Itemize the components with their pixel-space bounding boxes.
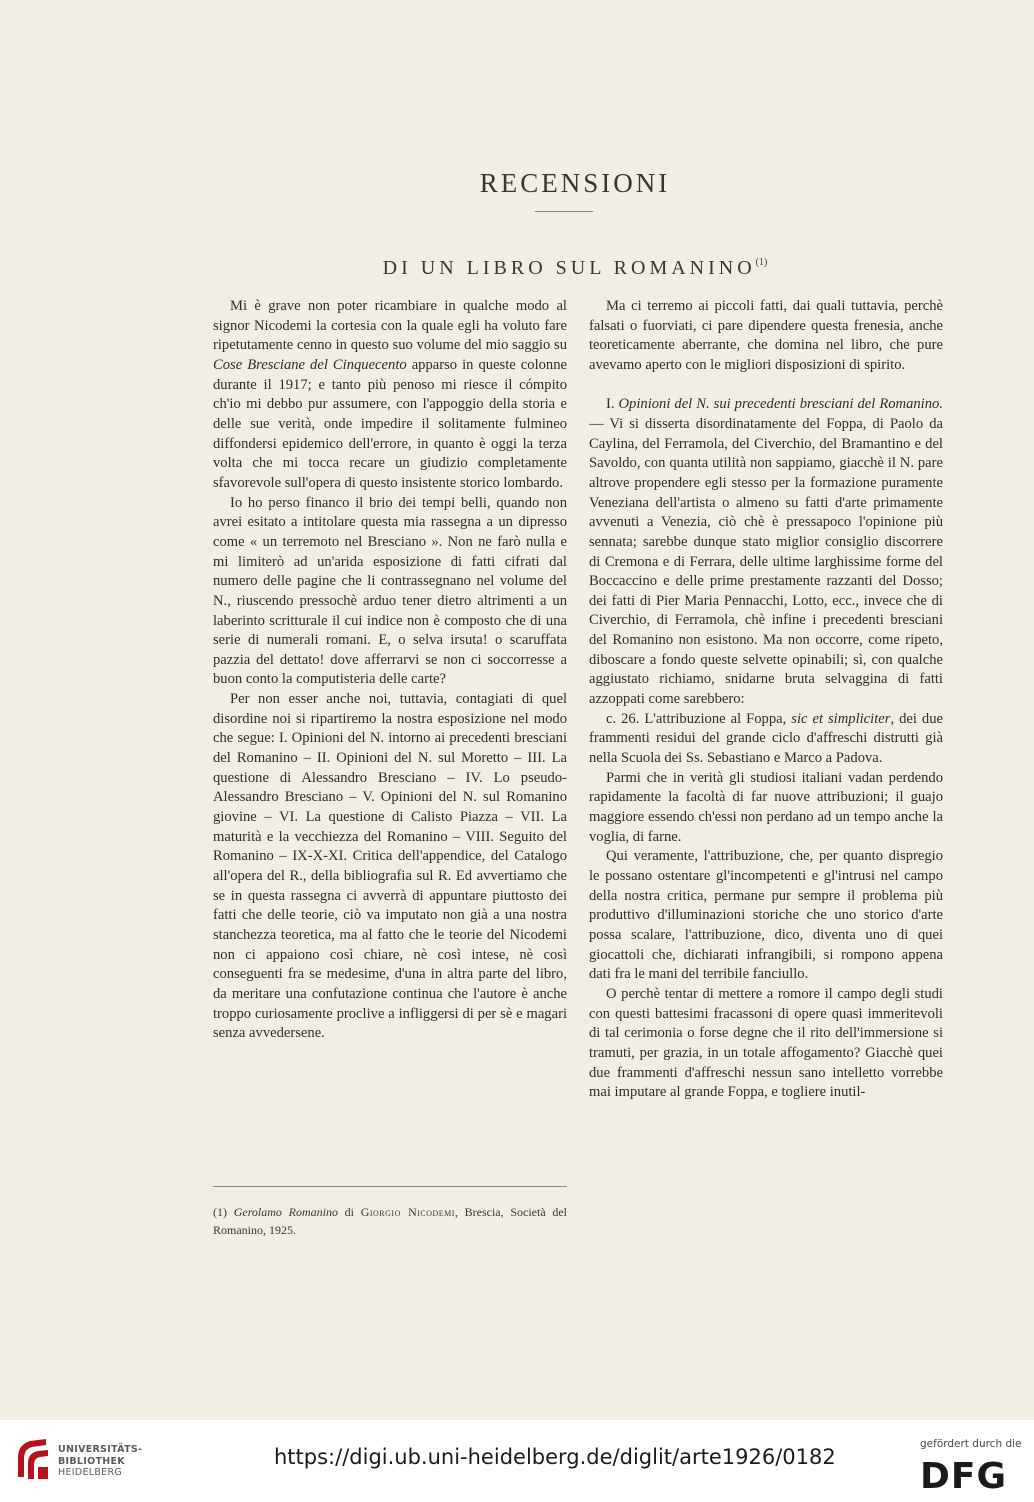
paragraph: Ma ci terremo ai piccoli fatti, dai quali tuttavia, perchè falsati o fuorviati, ci pare dipendere questa frenesia, anche teoreticamente aberrante, che domina nel libro, che pure avevamo aperto con le migliori disposizioni di spirito. xyxy=(589,298,943,373)
footnote-reference: (1) xyxy=(755,257,768,268)
footnote-mark: (1) xyxy=(213,1205,227,1219)
permalink-url[interactable]: https://digi.ub.uni-heidelberg.de/diglit/arte1926/0182 xyxy=(274,1445,836,1469)
paragraph: Parmi che in verità gli studiosi italiani vadan perdendo rapidamente la facoltà di far nuove attribuzioni; il guajo maggiore essendo ch'essi non perdano ad un tempo anche la voglia, di farne. xyxy=(589,769,943,845)
paragraph: O perchè tentar di mettere a romore il campo degli studi con questi battesimi fracassoni di opere quasi immeritevoli di tal cerimonia o forse degne che il rito dell'immersione si tramuti, per grazia, in un totale affogamento? Giacchè quei due frammenti d'affreschi nessun sano intelletto vorrebbe mai imputare al grande Foppa, e togliere inutil- xyxy=(589,985,943,1101)
article-title xyxy=(0,257,1034,280)
footnote-author: Giorgio Nicodemi xyxy=(360,1205,455,1219)
funded-by-label: gefördert durch die xyxy=(920,1438,1022,1450)
paragraph: c. 26. L'attribuzione al Foppa, sic et simpliciter, dei due frammenti residui del grande ciclo d'affreschi distrutti già nella Scuola dei Ss. Sebastiano e Marco a Padova. xyxy=(589,710,943,767)
paragraph: Io ho perso financo il brio dei tempi belli, quando non avrei esitato a intitolare questa mia rassegna a un dipresso come « un terremoto nel Bresciano ». Non ne farò nulla e mi limiterò ad un'arida esposizione di fatti cifrati dal numero delle pagine che li contrassegnano nel volume del N., riuscendo pressochè arduo tener dietro altrimenti a un laberinto scritturale il cui indice non è composto che di una serie di numerali romani. E, o selva irsuta! o scaruffata pazzia del dettato! dove afferrarvi se non ci soccorresse a buon conto la computisteria delle carte? xyxy=(213,494,567,688)
section-paragraph: I. Opinioni del N. sui precedenti bresciani del Romanino. — Vi si disserta disordinatamente del Foppa, di Paolo da Caylina, del Ferramola, del Civerchio, del Bramantino e del Savoldo, con quanta utilità non sappiamo, giacchè il N. pare altrove propendere egli stesso per la formazione puramente Veneziana dell'artista o almeno su fatti d'arte primamente avvenuti a Venezia, ciò chè è pressapoco l'opinione più sennata; sarebbe dunque stato miglior consiglio discorrere di Cremona e di Ferrara, delle ultime larghissime forme del Boccaccino e delle prime prestamente razzanti del Dosso; dei fatti di Pier Maria Pennacchi, Lotto, ecc., invece che di Civerchio, di Ferramola, chè infine i precedenti bresciani del Romanino non esistono. Ma non occorre, come ripeto, diboscare a fondo queste selvette opinabili; sì, con qualche aggiustato richiamo, snidarne bruta selvaggina di fatti azzoppati come sarebbero: xyxy=(589,396,943,708)
title-divider xyxy=(535,211,593,212)
svg-text:DFG: DFG xyxy=(920,1456,1008,1494)
book-title: Cose Bresciane del Cinquecento xyxy=(213,356,407,373)
footnote: (1) Gerolamo Romanino di Giorgio Nicodemi, Brescia, Società del Romanino, 1925. xyxy=(213,1205,568,1237)
dfg-logo-icon[interactable] xyxy=(918,1454,1022,1494)
latin-phrase: sic et simpliciter xyxy=(791,710,891,727)
library-logo-icon[interactable] xyxy=(12,1437,52,1483)
footnote-divider xyxy=(213,1186,567,1187)
library-name[interactable]: UNIVERSITÄTS- BIBLIOTHEK HEIDELBERG xyxy=(58,1444,143,1478)
paragraph: Mi è grave non poter ricambiare in qualche modo al signor Nicodemi la cortesia con la quale egli ha voluto fare ripetutamente cenno in questo suo volume del mio saggio su Cose Bresciane del Cinquecento apparso in queste colonne durante il 1917; e tanto più penoso mi riesce il cómpito ch'io mi debbo pur assumere, con l'appoggio della storia e delle sue verità, onde impedire il solitamente fulmineo diffondersi epidemico dell'errore, in quanto è oggi la terza volta che mi tocca recare un giudizio completamente sfavorevole sull'opera di questo insistente storico lombardo. xyxy=(213,298,567,491)
right-column xyxy=(589,297,943,1103)
section-heading: Opinioni del N. sui precedenti bresciani del Romanino. xyxy=(618,396,943,413)
left-column xyxy=(213,297,567,1044)
paragraph: Per non esser anche noi, tuttavia, contagiati di quel disordine noi si ripartiremo la nostra esposizione nel modo che segue: I. Opinioni del N. intorno ai precedenti bresciani del Romanino – II. Opinioni del N. sul Moretto – III. La questione di Alessandro Bresciano – IV. Lo pseudo-Alessandro Bresciano – V. Opinioni del N. sul Romanino giovine – VI. La questione di Calisto Piazza – VII. La maturità e la vecchiezza del Romanino – VIII. Seguito del Romanino – IX-X-XI. Critica dell'appendice, del Catalogo all'opera del R., della bibliografia sul R. Ed avvertiamo che se in questa rassegna ci avverrà di appuntare piuttosto dei fatti che delle teorie, ciò va imputato non già a una nostra stanchezza teoretica, ma al fatto che le teorie del Nicodemi non ci appaiono così chiare, nè così intese, nè così conseguenti fra se medesime, d'una in altra parte del libro, da meritare una confutazione continua che l'autore è anche troppo curiosamente proclive a infliggersi di per sè e magari senza avvedersene. xyxy=(213,691,567,1042)
article-title-text: DI UN LIBRO SUL ROMANINO xyxy=(382,257,756,279)
paragraph: Qui veramente, l'attribuzione, che, per quanto dispregio le possano ostentare gl'incompetenti e gl'intrusi nel campo della nostra critica, permane pur sempre il problema più produttivo d'illuminazioni storiche che uno storico d'arte possa scalare, l'attribuzione, dico, diventa uno di quei giocattoli che, dichiarati infrangibili, si rompono appena dati fra le mani del terribile fanciullo. xyxy=(589,848,943,983)
section-title: RECENSIONI xyxy=(479,168,671,198)
footnote-book: Gerolamo Romanino xyxy=(233,1205,338,1219)
footer-bar xyxy=(0,1420,1034,1502)
